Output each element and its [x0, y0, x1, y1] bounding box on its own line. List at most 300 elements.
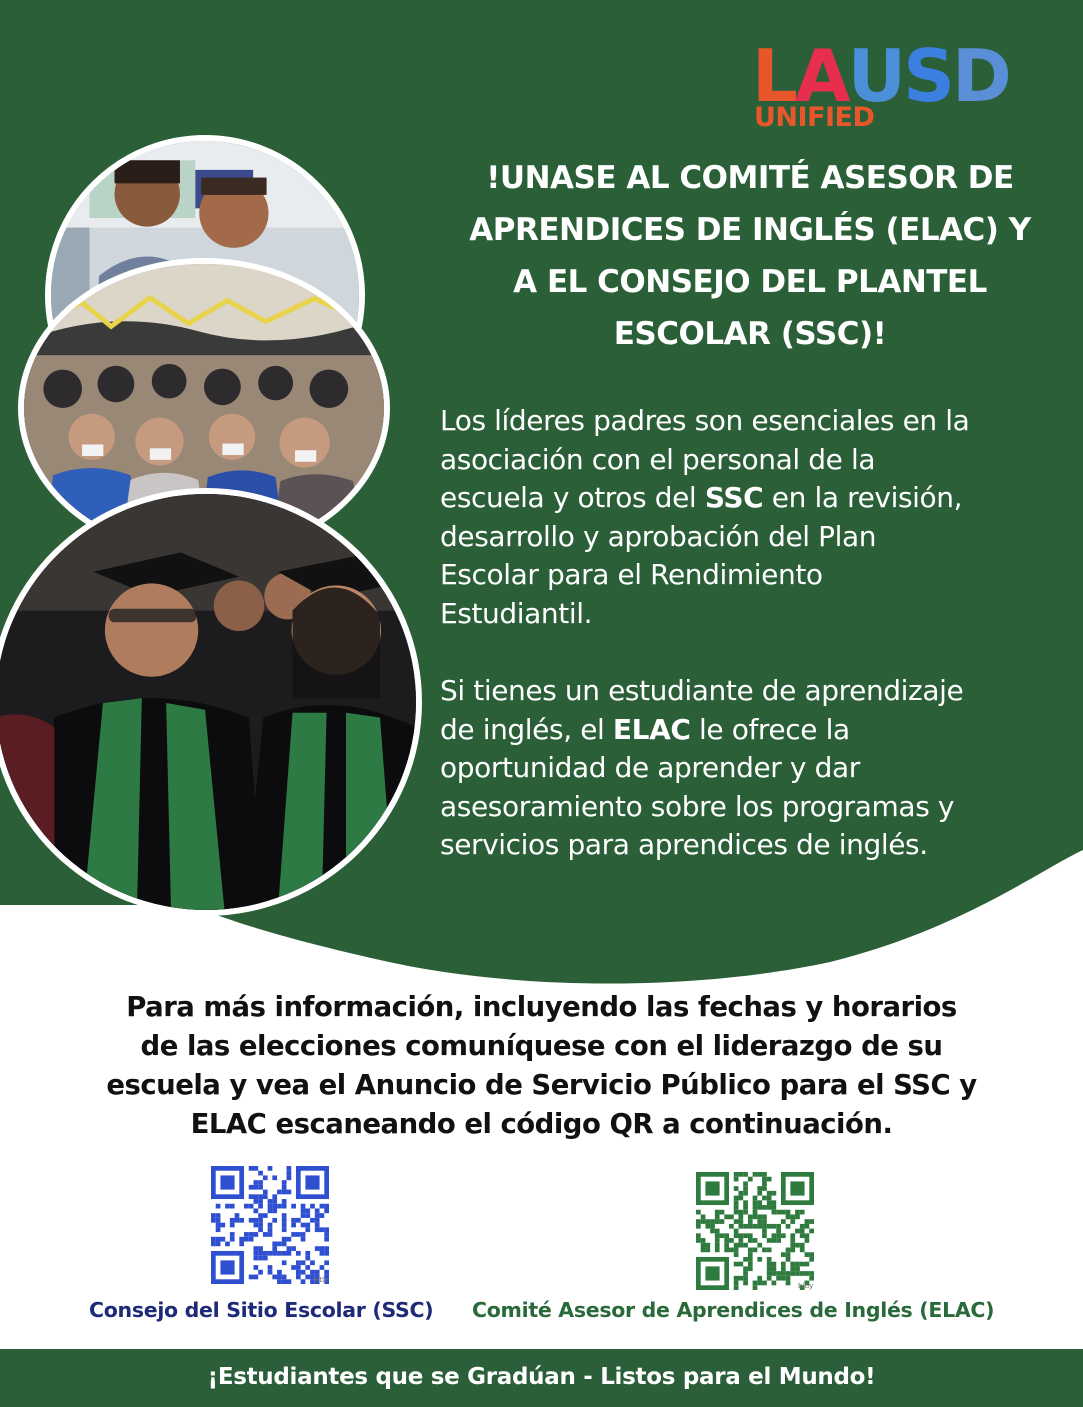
qr-module — [738, 1224, 743, 1229]
graduates-in-green-stoles-photo — [0, 494, 416, 910]
qr-module — [268, 1223, 273, 1228]
qr-module — [305, 1208, 310, 1213]
qr-module — [720, 1233, 725, 1238]
qr-finder-inner — [220, 1175, 234, 1189]
qr-module — [220, 1237, 225, 1242]
qr-module — [253, 1166, 258, 1171]
qr-module — [790, 1248, 795, 1253]
qr-module — [301, 1232, 306, 1237]
qr-module — [738, 1219, 743, 1224]
qr-module — [296, 1232, 301, 1237]
qr-module — [781, 1271, 786, 1276]
qr-module — [729, 1238, 734, 1243]
qr-module — [230, 1218, 235, 1223]
qr-module — [258, 1194, 263, 1199]
qr-module — [253, 1251, 258, 1256]
qr-module — [705, 1248, 710, 1253]
qr-module — [772, 1224, 777, 1229]
qr-module — [258, 1223, 263, 1228]
paragraph-text: de inglés, el — [440, 712, 605, 746]
qr-module — [277, 1279, 282, 1284]
qr-module — [282, 1223, 287, 1228]
qr-module — [767, 1224, 772, 1229]
qr-module — [743, 1200, 748, 1205]
qr-module — [805, 1233, 810, 1238]
qr-module — [291, 1223, 296, 1228]
qr-module — [748, 1219, 753, 1224]
qr-module — [790, 1219, 795, 1224]
qr-module — [272, 1204, 277, 1209]
qr-module — [724, 1238, 729, 1243]
qr-module — [724, 1243, 729, 1248]
qr-module — [786, 1257, 791, 1262]
qr-module — [809, 1252, 814, 1257]
qr-module — [291, 1232, 296, 1237]
qr-module — [805, 1262, 810, 1267]
ssc-bold-term: SSC — [704, 481, 764, 515]
qr-module — [781, 1262, 786, 1267]
qr-module — [738, 1196, 743, 1201]
qr-module — [767, 1196, 772, 1201]
qr-module — [282, 1237, 287, 1242]
qr-module — [696, 1219, 701, 1224]
qr-module — [805, 1271, 810, 1276]
qr-module — [795, 1243, 800, 1248]
qr-module — [757, 1205, 762, 1210]
qr-module — [701, 1214, 706, 1219]
qr-module — [268, 1270, 273, 1275]
qr-module — [696, 1238, 701, 1243]
qr-module — [287, 1246, 292, 1251]
qr-module — [263, 1232, 268, 1237]
qr-module — [296, 1218, 301, 1223]
qr-module — [743, 1172, 748, 1177]
qr-module — [786, 1281, 791, 1286]
paragraph-line: Si tienes un estudiante de aprendizaje — [440, 674, 964, 707]
qr-module — [809, 1257, 814, 1262]
qr-module — [795, 1271, 800, 1276]
qr-module — [310, 1260, 315, 1265]
qr-module — [310, 1270, 315, 1275]
qr-module — [324, 1227, 329, 1232]
qr-module — [776, 1238, 781, 1243]
qr-module — [762, 1181, 767, 1186]
qr-code-icon — [211, 1166, 329, 1284]
qr-module — [249, 1232, 254, 1237]
qr-module — [734, 1248, 739, 1253]
qr-module — [287, 1190, 292, 1195]
qr-module — [263, 1194, 268, 1199]
qr-module — [701, 1238, 706, 1243]
qr-module — [738, 1262, 743, 1267]
qr-module — [282, 1275, 287, 1280]
qr-module — [296, 1265, 301, 1270]
qr-module — [258, 1213, 263, 1218]
qr-module — [220, 1223, 225, 1228]
qr-module — [762, 1224, 767, 1229]
headline-line: !UNASE AL COMITÉ ASESOR DE — [486, 160, 1014, 196]
qr-module — [235, 1213, 240, 1218]
qr-module — [249, 1275, 254, 1280]
qr-module — [734, 1285, 739, 1290]
qr-module — [315, 1227, 320, 1232]
qr-module — [762, 1172, 767, 1177]
qr-module — [258, 1204, 263, 1209]
qr-module — [282, 1199, 287, 1204]
qr-module — [776, 1210, 781, 1215]
qr-module — [772, 1238, 777, 1243]
info-line: ELAC escaneando el código QR a continuación. — [190, 1108, 893, 1140]
qr-module — [244, 1204, 249, 1209]
qr-module — [230, 1237, 235, 1242]
qr-module — [748, 1233, 753, 1238]
qr-module — [211, 1218, 216, 1223]
ssc-qr-code[interactable] — [211, 1166, 329, 1284]
qr-module — [762, 1219, 767, 1224]
qr-module — [272, 1175, 277, 1180]
paragraph-line: asociación con el personal de la — [440, 442, 876, 476]
headline-line: ESCOLAR (SSC)! — [613, 316, 887, 352]
qr-module — [790, 1262, 795, 1267]
qr-module — [324, 1270, 329, 1275]
qr-module — [287, 1279, 292, 1284]
qr-module — [287, 1166, 292, 1171]
qr-module — [301, 1213, 306, 1218]
qr-module — [715, 1238, 720, 1243]
footer-slogan-bar — [0, 1349, 1083, 1407]
qr-module — [757, 1186, 762, 1191]
qr-module — [705, 1243, 710, 1248]
qr-module — [315, 1208, 320, 1213]
qr-module — [249, 1185, 254, 1190]
qr-module — [705, 1224, 710, 1229]
qr-module — [767, 1257, 772, 1262]
qr-module — [315, 1246, 320, 1251]
qr-module — [324, 1260, 329, 1265]
logo-letter-s: S — [903, 34, 952, 118]
paragraph-line: desarrollo y aprobación del Plan — [440, 519, 877, 553]
qr-module — [239, 1218, 244, 1223]
qr-module — [772, 1210, 777, 1215]
qr-module — [253, 1185, 258, 1190]
qr-module — [701, 1243, 706, 1248]
qr-module — [211, 1213, 216, 1218]
qr-module — [253, 1246, 258, 1251]
photo-circle-3 — [0, 488, 422, 916]
qr-module — [776, 1271, 781, 1276]
qr-module — [320, 1204, 325, 1209]
headline — [430, 152, 1070, 360]
qr-module — [772, 1191, 777, 1196]
qr-module — [282, 1185, 287, 1190]
info-line: de las elecciones comuníquese con el liderazgo de su — [140, 1030, 943, 1062]
qr-module — [772, 1271, 777, 1276]
qr-module — [277, 1242, 282, 1247]
logo-unified-text: UNIFIED — [754, 102, 875, 133]
qr-module — [757, 1276, 762, 1281]
qr-module — [743, 1276, 748, 1281]
qr-module — [734, 1233, 739, 1238]
qr-module — [805, 1252, 810, 1257]
qr-module — [216, 1242, 221, 1247]
qr-module — [301, 1237, 306, 1242]
qr-module — [272, 1208, 277, 1213]
qr-module — [230, 1223, 235, 1228]
qr-module — [268, 1265, 273, 1270]
qr-module — [762, 1248, 767, 1253]
qr-module — [258, 1171, 263, 1176]
qr-module — [734, 1200, 739, 1205]
qr-module — [748, 1266, 753, 1271]
qr-module — [734, 1177, 739, 1182]
qr-module — [767, 1238, 772, 1243]
qr-module — [809, 1229, 814, 1234]
qr-module — [757, 1191, 762, 1196]
qr-module — [800, 1243, 805, 1248]
qr-module — [324, 1251, 329, 1256]
qr-module — [291, 1246, 296, 1251]
qr-module — [729, 1248, 734, 1253]
qr-module — [253, 1232, 258, 1237]
qr-module — [324, 1208, 329, 1213]
qr-module — [800, 1248, 805, 1253]
qr-module — [211, 1242, 216, 1247]
paragraph-ssc — [440, 402, 1070, 634]
headline-line: APRENDICES DE INGLÉS (ELAC) Y — [469, 212, 1031, 248]
paragraph-line: Los líderes padres son esenciales en la — [440, 404, 970, 437]
qr-module — [258, 1218, 263, 1223]
qr-module — [301, 1270, 306, 1275]
elac-qr-code[interactable] — [696, 1172, 814, 1290]
qr-module — [287, 1237, 292, 1242]
qr-module — [710, 1229, 715, 1234]
qr-module — [805, 1219, 810, 1224]
ssc-qr-caption: Consejo del Sitio Escolar (SSC) — [89, 1298, 434, 1322]
qr-module — [715, 1243, 720, 1248]
qr-module — [748, 1248, 753, 1253]
qr-module — [800, 1229, 805, 1234]
qr-module — [743, 1233, 748, 1238]
qr-module — [738, 1214, 743, 1219]
qr-module — [253, 1199, 258, 1204]
qr-module — [268, 1232, 273, 1237]
qr-module — [757, 1243, 762, 1248]
qr-module — [287, 1175, 292, 1180]
qr-module — [324, 1232, 329, 1237]
qr-module — [743, 1281, 748, 1286]
qr-module — [767, 1271, 772, 1276]
qr-module — [786, 1252, 791, 1257]
qr-module — [734, 1172, 739, 1177]
qr-module — [776, 1229, 781, 1234]
qr-module — [230, 1232, 235, 1237]
qr-module — [305, 1256, 310, 1261]
qr-module — [734, 1243, 739, 1248]
qr-module — [324, 1246, 329, 1251]
qr-module — [263, 1256, 268, 1261]
qr-module — [772, 1281, 777, 1286]
qr-module — [757, 1281, 762, 1286]
more-info-text — [60, 988, 1023, 1144]
qr-module — [324, 1237, 329, 1242]
qr-module — [305, 1213, 310, 1218]
qr-module — [772, 1262, 777, 1267]
qr-module — [734, 1262, 739, 1267]
qr-module — [738, 1172, 743, 1177]
qr-module — [734, 1276, 739, 1281]
bitly-mark: bitly — [798, 1282, 814, 1290]
qr-module — [724, 1248, 729, 1253]
qr-module — [263, 1213, 268, 1218]
qr-module — [244, 1237, 249, 1242]
qr-module — [253, 1218, 258, 1223]
qr-module — [320, 1265, 325, 1270]
qr-finder-inner — [305, 1175, 319, 1189]
qr-module — [743, 1186, 748, 1191]
qr-module — [324, 1204, 329, 1209]
qr-module — [757, 1214, 762, 1219]
qr-module — [263, 1175, 268, 1180]
qr-module — [734, 1210, 739, 1215]
qr-module — [762, 1205, 767, 1210]
paragraph-line: servicios para aprendices de inglés. — [440, 828, 928, 862]
qr-module — [268, 1204, 273, 1209]
qr-module — [753, 1214, 758, 1219]
qr-module — [249, 1166, 254, 1171]
qr-module — [272, 1194, 277, 1199]
qr-module — [710, 1219, 715, 1224]
qr-module — [715, 1248, 720, 1253]
qr-module — [715, 1233, 720, 1238]
paragraph-line: Estudiantil. — [440, 596, 593, 630]
qr-module — [800, 1210, 805, 1215]
qr-module — [277, 1190, 282, 1195]
qr-module — [282, 1260, 287, 1265]
qr-module — [772, 1233, 777, 1238]
qr-module — [282, 1227, 287, 1232]
qr-module — [738, 1233, 743, 1238]
qr-module — [748, 1224, 753, 1229]
qr-module — [786, 1276, 791, 1281]
qr-module — [776, 1233, 781, 1238]
qr-module — [790, 1233, 795, 1238]
qr-module — [781, 1276, 786, 1281]
qr-module — [776, 1276, 781, 1281]
qr-module — [767, 1191, 772, 1196]
qr-module — [753, 1196, 758, 1201]
qr-module — [287, 1251, 292, 1256]
qr-module — [301, 1208, 306, 1213]
qr-module — [762, 1186, 767, 1191]
qr-module — [696, 1210, 701, 1215]
info-line: Para más información, incluyendo las fechas y horarios — [126, 991, 957, 1023]
qr-module — [315, 1270, 320, 1275]
qr-module — [790, 1266, 795, 1271]
info-line: escuela y vea el Anuncio de Servicio Público para el SSC y — [106, 1069, 977, 1101]
qr-module — [757, 1200, 762, 1205]
qr-module — [720, 1210, 725, 1215]
qr-module — [253, 1256, 258, 1261]
qr-module — [767, 1276, 772, 1281]
qr-module — [315, 1223, 320, 1228]
qr-module — [268, 1166, 273, 1171]
qr-module — [239, 1237, 244, 1242]
qr-module — [748, 1262, 753, 1267]
qr-module — [258, 1227, 263, 1232]
qr-module — [291, 1265, 296, 1270]
qr-module — [743, 1257, 748, 1262]
qr-module — [715, 1214, 720, 1219]
qr-module — [748, 1214, 753, 1219]
qr-module — [762, 1196, 767, 1201]
qr-module — [743, 1191, 748, 1196]
qr-module — [767, 1262, 772, 1267]
qr-module — [738, 1210, 743, 1215]
qr-module — [790, 1271, 795, 1276]
qr-module — [696, 1224, 701, 1229]
qr-module — [258, 1256, 263, 1261]
qr-module — [287, 1171, 292, 1176]
qr-module — [748, 1238, 753, 1243]
qr-module — [757, 1224, 762, 1229]
qr-finder-inner — [790, 1181, 804, 1195]
paragraph-line — [440, 479, 1070, 518]
qr-module — [320, 1251, 325, 1256]
qr-module — [258, 1185, 263, 1190]
qr-module — [282, 1251, 287, 1256]
qr-module — [282, 1180, 287, 1185]
qr-module — [715, 1229, 720, 1234]
qr-module — [263, 1190, 268, 1195]
qr-module — [743, 1243, 748, 1248]
qr-module — [781, 1219, 786, 1224]
qr-module — [216, 1227, 221, 1232]
logo-letter-u: U — [847, 34, 904, 118]
qr-module — [253, 1265, 258, 1270]
qr-module — [762, 1177, 767, 1182]
qr-module — [781, 1252, 786, 1257]
qr-module — [795, 1214, 800, 1219]
qr-module — [748, 1257, 753, 1262]
qr-module — [757, 1257, 762, 1262]
qr-module — [253, 1180, 258, 1185]
qr-module — [786, 1271, 791, 1276]
qr-module — [211, 1237, 216, 1242]
qr-module — [701, 1219, 706, 1224]
qr-module — [253, 1194, 258, 1199]
qr-module — [786, 1214, 791, 1219]
qr-module — [705, 1219, 710, 1224]
qr-module — [776, 1224, 781, 1229]
qr-module — [320, 1213, 325, 1218]
qr-module — [268, 1199, 273, 1204]
qr-module — [320, 1246, 325, 1251]
paragraph-text: en la revisión, — [771, 481, 963, 515]
paragraph-elac — [440, 672, 1070, 865]
qr-module — [757, 1219, 762, 1224]
qr-module — [724, 1233, 729, 1238]
qr-module — [753, 1210, 758, 1215]
qr-module — [762, 1229, 767, 1234]
qr-module — [258, 1246, 263, 1251]
lausd-unified-logo — [752, 34, 1052, 135]
qr-module — [720, 1219, 725, 1224]
qr-module — [272, 1218, 277, 1223]
qr-module — [786, 1210, 791, 1215]
qr-module — [216, 1223, 221, 1228]
qr-module — [305, 1251, 310, 1256]
qr-module — [715, 1210, 720, 1215]
